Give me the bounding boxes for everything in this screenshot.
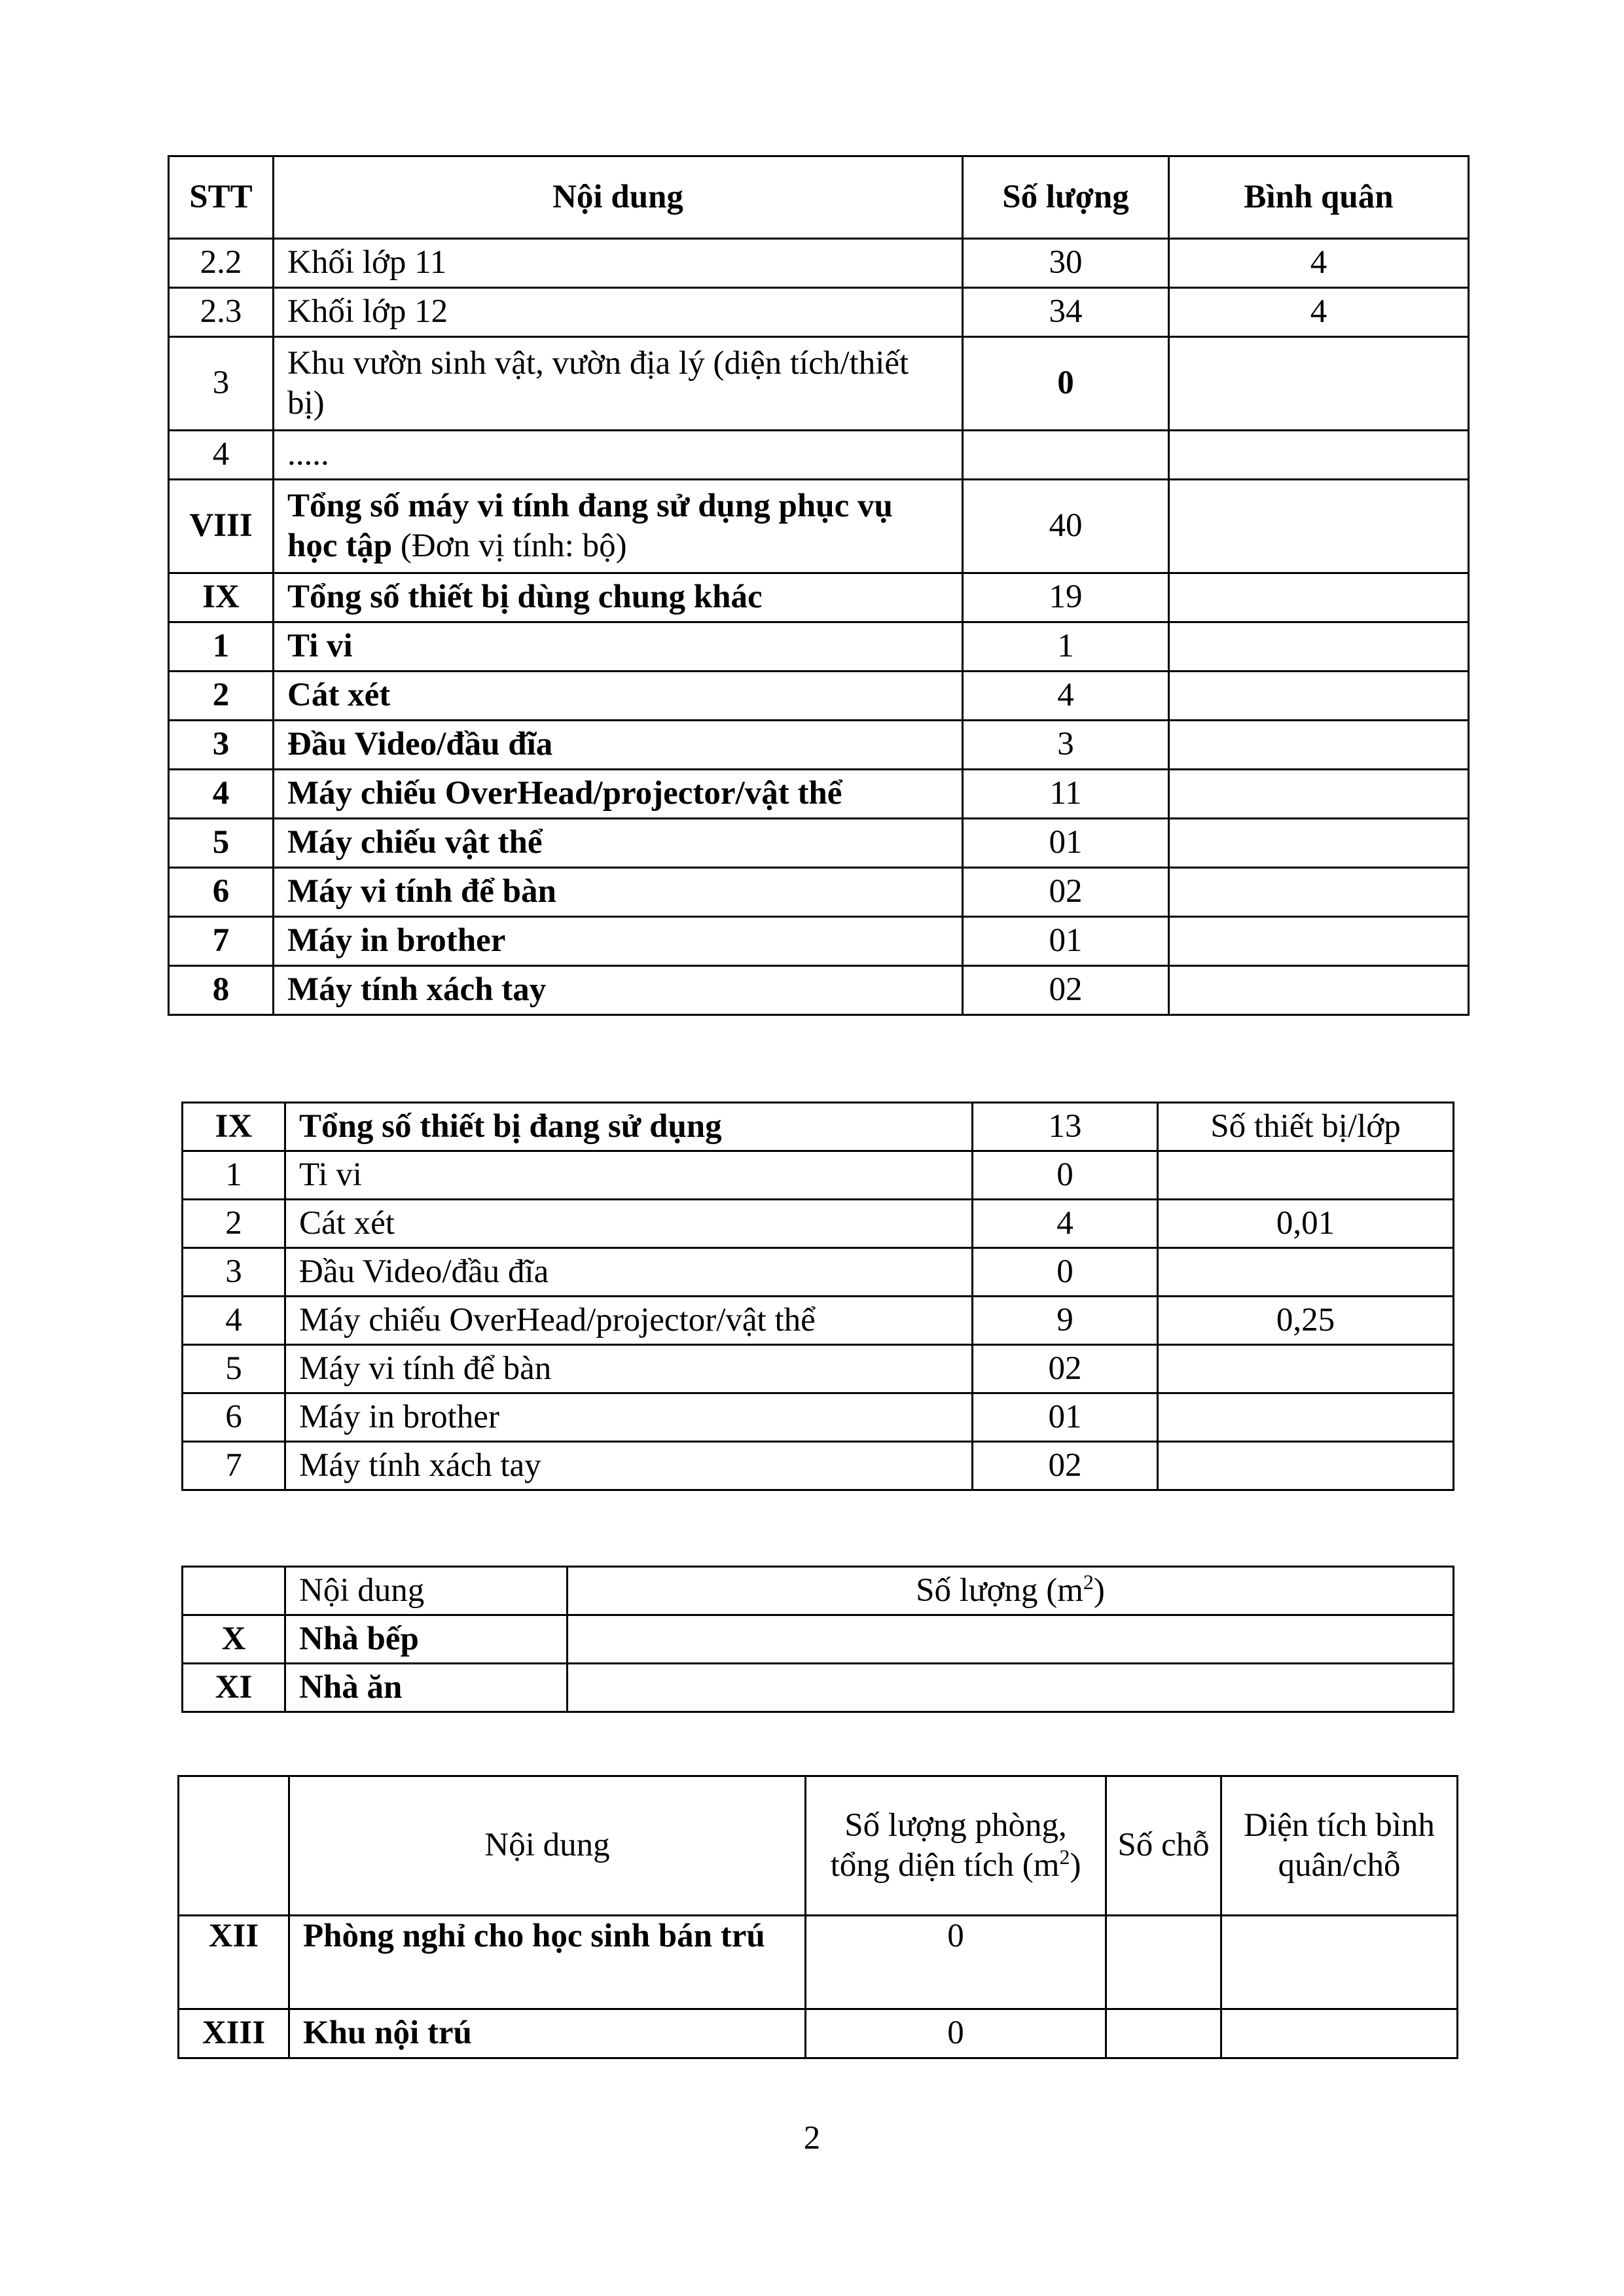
- row-average: 0,01: [1158, 1200, 1454, 1248]
- table-row: [169, 917, 1469, 966]
- row-content: Nhà bếp: [285, 1615, 568, 1664]
- row-content: Máy chiếu OverHead/projector/vật thể: [285, 1297, 973, 1345]
- row-content: Máy tính xách tay: [274, 966, 963, 1015]
- header-seats: Số chỗ: [1106, 1776, 1221, 1916]
- row-area: [1221, 1916, 1458, 2009]
- row-average: [1169, 966, 1469, 1015]
- row-quantity: 02: [963, 868, 1169, 917]
- header-quantity-text: Số lượng (m: [916, 1571, 1083, 1609]
- row-content: Khối lớp 11: [274, 239, 963, 288]
- equipment-in-use-table: [181, 1102, 1454, 1491]
- row-average: [1158, 1345, 1454, 1393]
- row-stt: 3: [183, 1248, 285, 1297]
- row-quantity: 13: [973, 1103, 1158, 1151]
- table-row: [169, 622, 1469, 672]
- header-stt: [179, 1776, 289, 1916]
- row-quantity: 02: [973, 1442, 1158, 1490]
- row-stt: 1: [169, 622, 274, 672]
- row-average: [1169, 721, 1469, 770]
- row-quantity: 0: [963, 337, 1169, 431]
- table-row: [183, 1248, 1454, 1297]
- table-row: [169, 966, 1469, 1015]
- row-stt: 4: [169, 431, 274, 480]
- row-area: [1221, 2009, 1458, 2058]
- header-rooms: [806, 1776, 1106, 1916]
- row-quantity: 34: [963, 288, 1169, 337]
- row-stt: 7: [169, 917, 274, 966]
- row-average: [1169, 431, 1469, 480]
- header-average: Bình quân: [1169, 156, 1469, 239]
- header-content: Nội dung: [274, 156, 963, 239]
- row-average: [1169, 819, 1469, 868]
- row-content: Ti vi: [274, 622, 963, 672]
- table-row: [169, 480, 1469, 573]
- row-stt: 2.2: [169, 239, 274, 288]
- row-stt: 8: [169, 966, 274, 1015]
- table-header-row: [179, 1776, 1458, 1916]
- row-stt: XII: [179, 1916, 289, 2009]
- row-content-unit: (Đơn vị tính: bộ): [392, 528, 627, 564]
- row-stt: 5: [183, 1345, 285, 1393]
- row-stt: VIII: [169, 480, 274, 573]
- table-row: [169, 672, 1469, 721]
- table-row: [183, 1151, 1454, 1200]
- row-content: Đầu Video/đầu đĩa: [285, 1248, 973, 1297]
- header-content: Nội dung: [285, 1567, 568, 1615]
- row-content: Nhà ăn: [285, 1664, 568, 1712]
- row-stt: 6: [183, 1393, 285, 1442]
- row-content: .....: [274, 431, 963, 480]
- row-quantity: 01: [963, 819, 1169, 868]
- row-quantity: [568, 1615, 1454, 1664]
- table-row: [183, 1393, 1454, 1442]
- header-quantity: [568, 1567, 1454, 1615]
- header-content: Nội dung: [289, 1776, 806, 1916]
- row-content: Máy vi tính để bàn: [285, 1345, 973, 1393]
- row-rooms: 0: [806, 2009, 1106, 2058]
- row-quantity: 11: [963, 770, 1169, 819]
- row-content: Máy in brother: [285, 1393, 973, 1442]
- header-quantity: Số lượng: [963, 156, 1169, 239]
- row-quantity: 19: [963, 573, 1169, 622]
- row-content: Máy in brother: [274, 917, 963, 966]
- row-average: [1169, 868, 1469, 917]
- row-stt: 5: [169, 819, 274, 868]
- row-quantity: 4: [963, 672, 1169, 721]
- row-quantity: 30: [963, 239, 1169, 288]
- table-row: [169, 431, 1469, 480]
- row-content: Cát xét: [285, 1200, 973, 1248]
- table-row: [183, 1297, 1454, 1345]
- row-content: Ti vi: [285, 1151, 973, 1200]
- row-quantity: 1: [963, 622, 1169, 672]
- row-stt: 3: [169, 721, 274, 770]
- row-average: [1169, 622, 1469, 672]
- row-average: 4: [1169, 288, 1469, 337]
- row-content: Máy vi tính để bàn: [274, 868, 963, 917]
- row-quantity: [568, 1664, 1454, 1712]
- row-stt: 4: [169, 770, 274, 819]
- row-quantity: 02: [973, 1345, 1158, 1393]
- row-content: Máy chiếu OverHead/projector/vật thể: [274, 770, 963, 819]
- row-seats: [1106, 2009, 1221, 2058]
- row-content: Máy chiếu vật thể: [274, 819, 963, 868]
- row-content: Máy tính xách tay: [285, 1442, 973, 1490]
- table-row: [169, 288, 1469, 337]
- row-stt: XIII: [179, 2009, 289, 2058]
- row-content: Khối lớp 12: [274, 288, 963, 337]
- table-row: [183, 1200, 1454, 1248]
- row-average: [1169, 672, 1469, 721]
- row-average: 4: [1169, 239, 1469, 288]
- table-row: [183, 1615, 1454, 1664]
- table-header-row: [169, 156, 1469, 239]
- row-quantity: 01: [963, 917, 1169, 966]
- row-stt: 2: [183, 1200, 285, 1248]
- row-average: [1169, 770, 1469, 819]
- table-row: [169, 770, 1469, 819]
- table-row: [183, 1442, 1454, 1490]
- header-area: Diện tích bình quân/chỗ: [1221, 1776, 1458, 1916]
- row-content-bold: Tổng số máy vi tính đang sử dụng phục vụ học tập: [287, 487, 893, 564]
- row-stt: XI: [183, 1664, 285, 1712]
- row-content: Khu nội trú: [289, 2009, 806, 2058]
- header-rooms-end: ): [1070, 1847, 1081, 1884]
- row-quantity: 02: [963, 966, 1169, 1015]
- row-stt: 2.3: [169, 288, 274, 337]
- row-rooms: 0: [806, 1916, 1106, 2009]
- row-average: [1158, 1151, 1454, 1200]
- row-content: Tổng số thiết bị dùng chung khác: [274, 573, 963, 622]
- row-average: [1158, 1393, 1454, 1442]
- page-number: 2: [803, 2120, 821, 2157]
- row-quantity: 0: [973, 1151, 1158, 1200]
- row-content: Khu vườn sinh vật, vườn địa lý (diện tích/thiết bị): [274, 337, 963, 431]
- equipment-table: [168, 155, 1470, 1016]
- row-average: [1169, 337, 1469, 431]
- header-quantity-sup: 2: [1083, 1570, 1094, 1594]
- row-average: 0,25: [1158, 1297, 1454, 1345]
- table-row: [169, 819, 1469, 868]
- row-stt: 4: [183, 1297, 285, 1345]
- row-stt: 7: [183, 1442, 285, 1490]
- table-row: [183, 1664, 1454, 1712]
- row-average: Số thiết bị/lớp: [1158, 1103, 1454, 1151]
- row-stt: 1: [183, 1151, 285, 1200]
- row-average: [1169, 573, 1469, 622]
- row-stt: IX: [169, 573, 274, 622]
- row-content: Cát xét: [274, 672, 963, 721]
- row-stt: 3: [169, 337, 274, 431]
- row-quantity: 01: [973, 1393, 1158, 1442]
- row-content: [274, 480, 963, 573]
- header-quantity-end: ): [1093, 1571, 1105, 1609]
- table-row: [179, 1916, 1458, 2009]
- table-row: [169, 239, 1469, 288]
- table-row: [169, 337, 1469, 431]
- header-stt: [183, 1567, 285, 1615]
- kitchen-dining-table: [181, 1566, 1454, 1713]
- row-content: Phòng nghỉ cho học sinh bán trú: [289, 1916, 806, 2009]
- row-seats: [1106, 1916, 1221, 2009]
- header-stt: STT: [169, 156, 274, 239]
- row-quantity: [963, 431, 1169, 480]
- boarding-table: [177, 1775, 1458, 2059]
- table-row: [183, 1103, 1454, 1151]
- row-average: [1169, 480, 1469, 573]
- row-average: [1158, 1442, 1454, 1490]
- row-quantity: 0: [973, 1248, 1158, 1297]
- header-rooms-sup: 2: [1059, 1845, 1070, 1869]
- row-quantity: 40: [963, 480, 1169, 573]
- row-content: Tổng số thiết bị đang sử dụng: [285, 1103, 973, 1151]
- row-stt: IX: [183, 1103, 285, 1151]
- table-row: [169, 721, 1469, 770]
- row-quantity: 9: [973, 1297, 1158, 1345]
- table-row: [179, 2009, 1458, 2058]
- row-average: [1169, 917, 1469, 966]
- row-average: [1158, 1248, 1454, 1297]
- row-stt: X: [183, 1615, 285, 1664]
- row-stt: 2: [169, 672, 274, 721]
- row-quantity: 4: [973, 1200, 1158, 1248]
- table-row: [169, 573, 1469, 622]
- table-row: [169, 868, 1469, 917]
- table-header-row: [183, 1567, 1454, 1615]
- row-quantity: 3: [963, 721, 1169, 770]
- row-content: Đầu Video/đầu đĩa: [274, 721, 963, 770]
- header-rooms-text: Số lượng phòng, tổng diện tích (m: [830, 1806, 1067, 1884]
- table-row: [183, 1345, 1454, 1393]
- row-stt: 6: [169, 868, 274, 917]
